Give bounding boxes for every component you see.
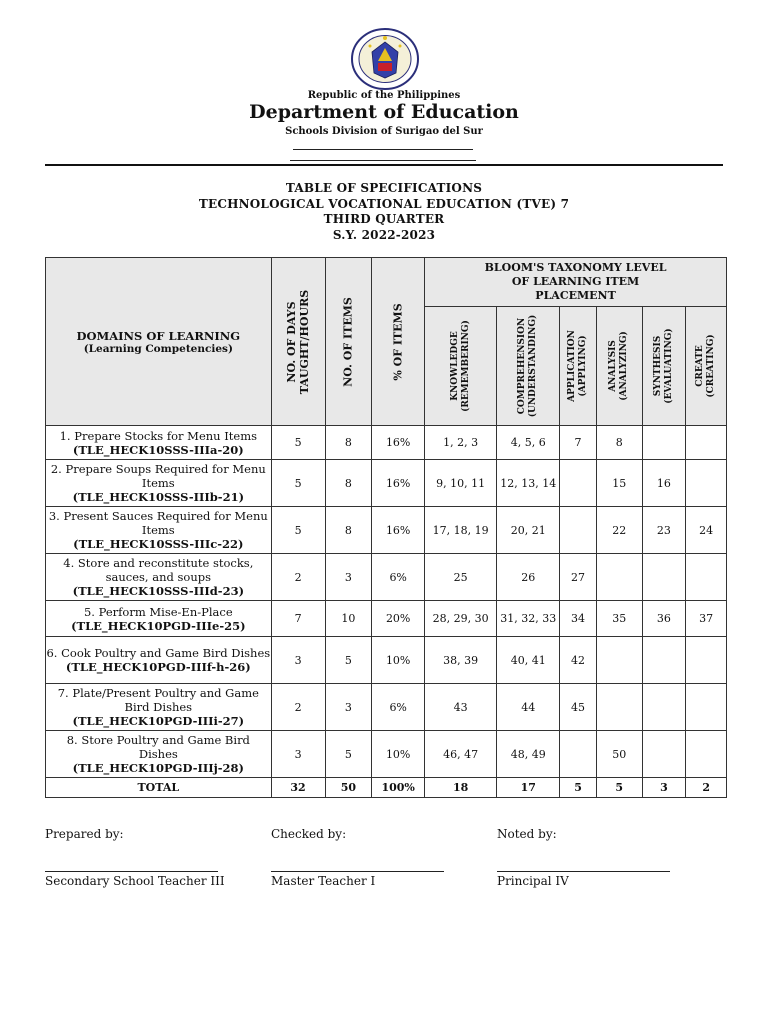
cell-cr <box>686 460 727 507</box>
cell-k: 25 <box>425 554 497 601</box>
total-cr: 2 <box>686 778 727 798</box>
cell-pct: 10% <box>372 637 425 684</box>
cell-sy <box>642 637 686 684</box>
cell-ap: 42 <box>560 637 597 684</box>
cell-ap: 7 <box>560 426 597 460</box>
bloom-col-level: (EVALUATING) <box>663 328 674 404</box>
competency-cell <box>46 426 272 460</box>
table-row <box>46 684 727 731</box>
total-days: 32 <box>271 778 325 798</box>
cell-pct: 16% <box>372 507 425 554</box>
cell-items: 8 <box>325 426 372 460</box>
bloom-col-name: ANALYSIS <box>608 340 619 392</box>
cell-k: 43 <box>425 684 497 731</box>
cell-k: 28, 29, 30 <box>425 601 497 637</box>
cell-items: 5 <box>325 731 372 778</box>
competency-cell <box>46 460 272 507</box>
department-heading: Department of Education <box>249 101 519 123</box>
days-header-label: NO. OF DAYS TAUGHT/HOURS <box>285 289 312 394</box>
cell-days: 5 <box>271 426 325 460</box>
cell-items: 8 <box>325 460 372 507</box>
bloom-col-header <box>560 307 597 426</box>
competency-text: 6. Cook Poultry and Game Bird Dishes <box>46 646 271 660</box>
title-line-4: S.Y. 2022-2023 <box>332 227 436 242</box>
competency-text: 1. Prepare Stocks for Menu Items <box>59 428 258 443</box>
cell-pct: 16% <box>372 426 425 460</box>
total-pct: 100% <box>372 778 425 798</box>
bloom-col-name: SYNTHESIS <box>652 335 663 397</box>
cell-cr <box>686 426 727 460</box>
cell-an: 22 <box>596 507 642 554</box>
cell-cr: 37 <box>686 601 727 637</box>
cell-ap: 45 <box>560 684 597 731</box>
table-row <box>46 426 727 460</box>
competency-text: 8. Store Poultry and Game Bird Dishes <box>66 733 250 761</box>
bloom-col-header <box>425 307 497 426</box>
cell-cr <box>686 554 727 601</box>
prepared-by-title: Secondary School Teacher III <box>45 874 225 888</box>
checked-by-title: Master Teacher I <box>271 874 376 888</box>
cell-k: 1, 2, 3 <box>425 426 497 460</box>
domain-header-title: DOMAINS OF LEARNING <box>76 328 241 343</box>
competency-cell <box>46 601 272 637</box>
competency-code: (TLE_HECK10SSS-IIId-23) <box>72 584 245 598</box>
competency-code: (TLE_HECK10PGD-IIIi-27) <box>72 714 245 728</box>
bloom-col-header <box>497 307 560 426</box>
competency-text: 5. Perform Mise-En-Place <box>83 604 233 619</box>
bloom-col-level: (ANALYZING) <box>619 331 630 401</box>
document-titles <box>0 181 768 243</box>
cell-pct: 6% <box>372 684 425 731</box>
pct-header <box>372 258 425 426</box>
total-label: TOTAL <box>46 778 272 798</box>
cell-c: 44 <box>497 684 560 731</box>
title-line-1: TABLE OF SPECIFICATIONS <box>285 181 483 195</box>
competency-cell <box>46 507 272 554</box>
cell-items: 10 <box>325 601 372 637</box>
items-header-label: NO. OF ITEMS <box>341 296 355 387</box>
domain-header <box>46 258 272 426</box>
cell-pct: 6% <box>372 554 425 601</box>
cell-items: 3 <box>325 684 372 731</box>
bloom-col-level: (CREATING) <box>706 334 717 398</box>
cell-an: 15 <box>596 460 642 507</box>
bloom-col-level: (REMEMBERING) <box>460 320 471 412</box>
cell-an <box>596 554 642 601</box>
bloom-col-label <box>517 315 539 418</box>
cell-days: 3 <box>271 731 325 778</box>
noted-signature-line <box>497 871 670 872</box>
competency-text: 4. Store and reconstitute stocks, sauces, and soups <box>63 556 254 584</box>
cell-pct: 20% <box>372 601 425 637</box>
table-row <box>46 731 727 778</box>
table-row <box>46 460 727 507</box>
cell-sy: 23 <box>642 507 686 554</box>
competency-code: (TLE_HECK10SSS-IIIc-22) <box>73 537 244 551</box>
cell-days: 2 <box>271 684 325 731</box>
cell-sy <box>642 684 686 731</box>
competency-code: (TLE_HECK10PGD-IIIe-25) <box>71 618 246 633</box>
competency-cell <box>46 554 272 601</box>
cell-items: 8 <box>325 507 372 554</box>
bloom-header <box>425 258 727 307</box>
cell-k: 38, 39 <box>425 637 497 684</box>
total-items: 50 <box>325 778 372 798</box>
header-divider <box>45 164 723 166</box>
cell-days: 3 <box>271 637 325 684</box>
checked-signature-line <box>271 871 444 872</box>
total-k: 18 <box>425 778 497 798</box>
cell-c: 31, 32, 33 <box>497 601 560 637</box>
days-header <box>271 258 325 426</box>
cell-c: 12, 13, 14 <box>497 460 560 507</box>
deped-seal-logo <box>350 28 420 90</box>
cell-items: 3 <box>325 554 372 601</box>
cell-ap <box>560 460 597 507</box>
table-row <box>46 637 727 684</box>
address-line-2 <box>290 160 476 161</box>
cell-cr <box>686 637 727 684</box>
bloom-col-header <box>686 307 727 426</box>
total-c: 17 <box>497 778 560 798</box>
bloom-col-header <box>596 307 642 426</box>
cell-sy <box>642 426 686 460</box>
cell-an: 35 <box>596 601 642 637</box>
address-line-1 <box>293 149 473 150</box>
total-sy: 3 <box>642 778 686 798</box>
cell-sy <box>642 554 686 601</box>
cell-c: 48, 49 <box>497 731 560 778</box>
competency-text: 7. Plate/Present Poultry and Game Bird Dishes <box>57 686 259 714</box>
competency-code: (TLE_HECK10PGD-IIIj-28) <box>72 761 244 775</box>
competency-code: (TLE_HECK10SSS-IIIa-20) <box>72 442 244 457</box>
bloom-col-label <box>608 331 630 401</box>
cell-sy: 16 <box>642 460 686 507</box>
cell-an: 8 <box>596 426 642 460</box>
pct-header-label: % OF ITEMS <box>391 302 405 381</box>
republic-heading: Republic of the Philippines <box>307 90 461 101</box>
title-line-3: THIRD QUARTER <box>323 212 445 226</box>
table-row <box>46 554 727 601</box>
total-row <box>46 778 727 798</box>
items-header <box>325 258 372 426</box>
checked-by-label: Checked by: <box>271 827 347 841</box>
cell-ap: 27 <box>560 554 597 601</box>
table-row <box>46 601 727 637</box>
total-an: 5 <box>596 778 642 798</box>
competency-cell <box>46 731 272 778</box>
cell-days: 5 <box>271 507 325 554</box>
cell-items: 5 <box>325 637 372 684</box>
cell-c: 4, 5, 6 <box>497 426 560 460</box>
cell-an: 50 <box>596 731 642 778</box>
bloom-col-name: COMPREHENSION <box>517 317 528 415</box>
cell-pct: 16% <box>372 460 425 507</box>
prepared-by-label: Prepared by: <box>45 827 124 841</box>
cell-ap: 34 <box>560 601 597 637</box>
bloom-col-label <box>653 328 675 403</box>
cell-days: 5 <box>271 460 325 507</box>
cell-an <box>596 684 642 731</box>
cell-sy: 36 <box>642 601 686 637</box>
bloom-col-level: (UNDERSTANDING) <box>528 314 539 418</box>
division-heading: Schools Division of Surigao del Sur <box>285 126 483 137</box>
cell-c: 40, 41 <box>497 637 560 684</box>
competency-code: (TLE_HECK10SSS-IIIb-21) <box>72 490 245 504</box>
cell-k: 46, 47 <box>425 731 497 778</box>
cell-c: 26 <box>497 554 560 601</box>
competency-text: 3. Present Sauces Required for Menu Items <box>48 509 268 537</box>
noted-by-title: Principal IV <box>497 874 569 888</box>
competency-text: 2. Prepare Soups Required for Menu Items <box>50 462 266 490</box>
cell-cr: 24 <box>686 507 727 554</box>
bloom-col-label <box>450 320 472 412</box>
bloom-col-name: APPLICATION <box>567 330 578 402</box>
bloom-col-name: CREATE <box>695 345 706 387</box>
cell-k: 17, 18, 19 <box>425 507 497 554</box>
competency-code: (TLE_HECK10PGD-IIIf-h-26) <box>65 660 251 674</box>
cell-k: 9, 10, 11 <box>425 460 497 507</box>
cell-c: 20, 21 <box>497 507 560 554</box>
cell-an <box>596 637 642 684</box>
noted-by-label: Noted by: <box>497 827 557 841</box>
prepared-signature-line <box>45 871 218 872</box>
title-line-2: TECHNOLOGICAL VOCATIONAL EDUCATION (TVE) 7 <box>198 196 570 211</box>
cell-ap <box>560 507 597 554</box>
domain-header-sub: (Learning Competencies) <box>83 342 233 355</box>
competency-cell <box>46 684 272 731</box>
cell-cr <box>686 731 727 778</box>
cell-days: 7 <box>271 601 325 637</box>
bloom-col-label <box>567 330 589 402</box>
bloom-col-label <box>695 334 717 397</box>
cell-sy <box>642 731 686 778</box>
table-row <box>46 507 727 554</box>
bloom-col-name: KNOWLEDGE <box>449 331 460 401</box>
cell-cr <box>686 684 727 731</box>
bloom-col-level: (APPLYING) <box>578 335 589 397</box>
competency-cell <box>46 637 272 684</box>
cell-days: 2 <box>271 554 325 601</box>
cell-pct: 10% <box>372 731 425 778</box>
specifications-table <box>45 257 727 798</box>
total-ap: 5 <box>560 778 597 798</box>
bloom-header-label: BLOOM'S TAXONOMY LEVEL OF LEARNING ITEM PLACEMENT <box>484 261 667 302</box>
bloom-col-header <box>642 307 686 426</box>
cell-ap <box>560 731 597 778</box>
